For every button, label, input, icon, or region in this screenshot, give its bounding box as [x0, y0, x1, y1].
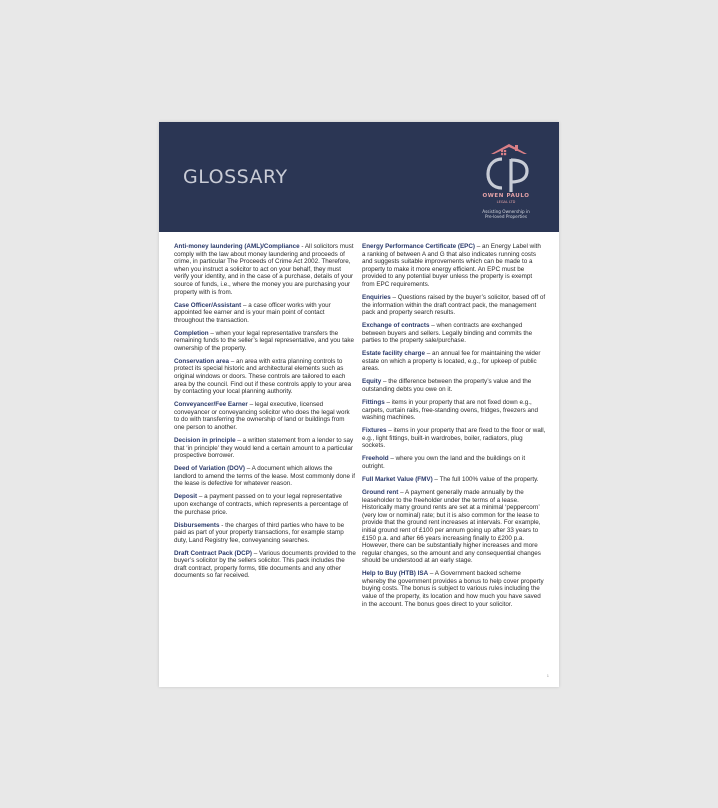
glossary-entry [174, 401, 356, 431]
glossary-term: Exchange of contracts [362, 322, 430, 330]
page-title: GLOSSARY [183, 166, 288, 188]
glossary-entry [174, 358, 356, 396]
logo-tagline-line1: Assisting Ownership in [482, 209, 530, 214]
glossary-definition: - All solicitors must comply with the law about money laundering and proceeds of crime, in particular The Proceeds of Crime Act 2002. Therefore, when you instruct a solicitor to act on your behalf, they must verify your identity, and in the case of a purchase, details of your source of funds, i.e., where the money you are purchasing your property with is from. [174, 243, 354, 296]
glossary-term: Ground rent [362, 488, 399, 496]
glossary-definition: – when your legal representative transfers the remaining funds to the seller’s legal representative, and you take ownership of the property. [174, 329, 355, 352]
glossary-term: Equity [362, 378, 382, 386]
glossary-definition: – A payment generally made annually by the leaseholder to the freeholder under the terms of a lease. Historically many ground rents are set at a minimal ‘peppercorn’ (very low or nominal) rate; but it is also common for the lease to provide that the ground rent increases at intervals. For example, initial ground rent of £100 per annum going up after 33 years to £150 p.a. and after 66 years increasing finally to £200 p.a. However, there can be substantially higher increases and more regular changes, so the amount and any consequential changes should be understood at an early stage. [362, 488, 541, 565]
glossary-definition: – when contracts are exchanged between buyers and sellers. Legally binding and commits the parties to the property sale/purchase. [362, 322, 533, 345]
glossary-definition: - the charges of third parties who have to be paid as part of your property transactions, for example stamp duty, Land Registry fee, conveyancing searches. [174, 521, 345, 544]
glossary-definition: – a payment passed on to your legal representative upon exchange of contracts, which represents a percentage of the purchase price. [174, 493, 348, 516]
glossary-entry [362, 322, 546, 345]
glossary-entry [362, 243, 546, 289]
glossary-definition: – A document which allows the landlord to amend the terms of the lease. Most commonly done if the lease is defective for whatever reason. [174, 465, 355, 488]
document-page [159, 122, 559, 687]
house-monogram-icon [471, 142, 541, 194]
glossary-term: Anti-money laundering (AML)/Compliance [174, 243, 300, 250]
glossary-entry [174, 243, 356, 296]
glossary-entry [174, 330, 356, 353]
page-number: 1 [546, 673, 549, 678]
glossary-term: Deed of Variation (DOV) [174, 465, 246, 473]
logo-name: OWEN PAULO [482, 193, 530, 199]
glossary-entry [362, 455, 546, 470]
glossary-term: Deposit [174, 493, 198, 501]
glossary-entry [362, 489, 546, 565]
glossary-entry [174, 302, 356, 325]
glossary-definition: – a case officer works with your appointed fee earner and is your main point of contact throughout the transaction. [174, 301, 331, 324]
glossary-term: Completion [174, 329, 209, 337]
owen-paulo-logo [471, 142, 541, 226]
glossary-definition: – Various documents provided to the buyer’s solicitor by the sellers solicitor. This pack includes the draft contract, property forms, title documents and any other documents so far received. [174, 549, 356, 580]
glossary-term: Conveyancer/Fee Earner [174, 401, 248, 409]
logo-tagline-line2: Pre-loved Properties [484, 214, 528, 219]
glossary-header [159, 122, 559, 232]
glossary-definition: – an Energy Label with a ranking of between A and G that also indicates running costs and suggests suitable improvements which can be made to a property to make it more energy efficient. An EPC must be provided to any potential buyer unless the property is exempt from EPC requirements. [362, 243, 541, 288]
glossary-right-column [362, 243, 546, 614]
glossary-term: Energy Performance Certificate (EPC) [362, 243, 476, 250]
glossary-definition: – Questions raised by the buyer’s solicitor, based off of the information within the draft contract pack, the management pack and property search results. [362, 293, 546, 317]
glossary-entry [174, 522, 356, 545]
glossary-entry [362, 570, 546, 608]
glossary-definition: – the difference between the property’s value and the outstanding debts you owe on it. [362, 378, 532, 394]
glossary-definition: – a written statement from a lender to say that ‘in principle’ they would lend a certain amount to a particular prospective borrower. [174, 437, 354, 460]
glossary-entry [362, 427, 546, 450]
glossary-term: Decision in principle [174, 437, 236, 445]
glossary-term: Conservation area [174, 357, 229, 365]
glossary-term: Full Market Value (FMV) [362, 475, 433, 483]
glossary-entry [362, 378, 546, 393]
glossary-definition: – legal executive, licensed conveyancer or conveyancing solicitor who does the legal work to do with transferring the ownership of land or buildings from one person to another. [174, 401, 350, 432]
glossary-term: Disbursements [174, 521, 220, 529]
logo-subtitle: LEGAL LTD [496, 200, 516, 204]
glossary-term: Enquiries [362, 293, 391, 301]
glossary-term: Fixtures [362, 427, 387, 435]
glossary-entry [362, 476, 546, 484]
glossary-entry [174, 437, 356, 460]
glossary-entry [174, 465, 356, 488]
glossary-definition: – A Government backed scheme whereby the government provides a bonus to help cover property buying costs. The bonus is subject to various rules including the value of the property, its location and how much you have saved in the account. The bonus goes direct to your solicitor. [362, 570, 544, 608]
glossary-definition: – where you own the land and the buildings on it outright. [362, 455, 526, 470]
glossary-definition: – an annual fee for maintaining the wider estate on which a property is located, e.g., for upkeep of public areas. [362, 350, 541, 373]
glossary-entry [174, 550, 356, 580]
glossary-entry [362, 399, 546, 422]
glossary-term: Estate facility charge [362, 350, 425, 358]
glossary-definition: – an area with extra planning controls to protect its special historic and architectural elements such as original windows or doors. These controls are tailored to each area by the council. Find out if these controls apply to your area by contacting your local planning authority. [174, 357, 352, 396]
glossary-term: Draft Contract Pack (DCP) [174, 549, 253, 557]
glossary-definition: – items in your property that are fixed to the floor or wall, e.g., light fittings, built-in wardrobes, boiler, radiators, plug sockets. [362, 427, 546, 450]
glossary-term: Fittings [362, 399, 385, 407]
glossary-term: Case Officer/Assistant [174, 301, 242, 309]
glossary-definition: – The full 100% value of the property. [432, 475, 539, 483]
glossary-definition: – items in your property that are not fixed down e.g., carpets, curtain rails, free-standing ovens, fridges, freezers and washing machines. [362, 399, 539, 422]
glossary-entry [362, 350, 546, 373]
glossary-term: Freehold [362, 455, 389, 463]
glossary-entry [174, 493, 356, 516]
glossary-entry [362, 294, 546, 317]
glossary-left-column [174, 243, 356, 585]
glossary-term: Help to Buy (HTB) ISA [362, 570, 429, 578]
